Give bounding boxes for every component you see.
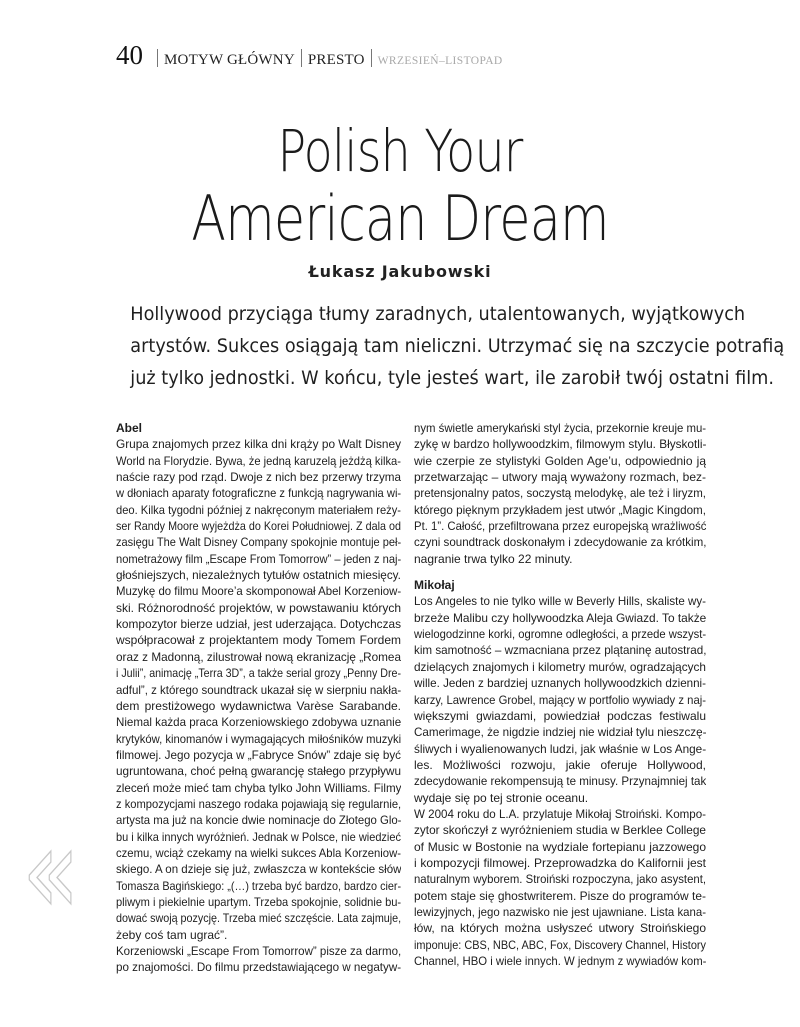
- right-column: [414, 420, 706, 969]
- body-text-line: deo. Kilka tygodni później z nakręconym materiałem reży-: [116, 502, 401, 517]
- body-text-line: dem prestiżowego wydawnictwa Varèse Sarabande.: [116, 698, 401, 713]
- body-text-line: nagranie trwa tylko 22 minuty.: [414, 551, 573, 566]
- header-divider: [157, 49, 158, 67]
- body-text-line: którego pięknym przykładem jest utwór „Magic Kingdom,: [414, 502, 706, 517]
- body-text-line: współpracował z projektantem mody Tomem Fordem: [116, 633, 401, 648]
- body-text-line: imponuje: CBS, NBC, ABC, Fox, Discovery Channel, History: [414, 937, 706, 952]
- body-text-line: Los Angeles to nie tylko wille w Beverly Hills, skaliste wy-: [414, 594, 706, 609]
- body-text-line: zytor skończył z wyróżnieniem studia w Berklee College: [414, 823, 706, 838]
- section-heading: Mikołaj: [414, 578, 455, 593]
- body-text-line: dować swoją pozycję. Trzeba mieć szczęście. Lata zajmuje,: [116, 911, 401, 926]
- header-divider: [301, 49, 302, 67]
- body-text-line: naście razy pod rząd. Dwoje z nich bez przerwy trzyma: [116, 470, 401, 485]
- section-name: MOTYW GŁÓWNY: [164, 52, 295, 68]
- lead-line: artystów. Sukces osiągają tam nieliczni. Utrzymać się na szczycie potrafią: [130, 335, 785, 357]
- page-number: 40: [116, 40, 143, 70]
- body-text-line: w dłoniach aparaty fotograficzne z funkcją nagrywania wi-: [116, 486, 401, 501]
- body-text-line: krytyków, kinomanów i wymagających miłośników muzyki: [116, 731, 401, 746]
- body-text-line: kim samotność – wzmacniana przez plątaninę autostrad,: [414, 643, 706, 658]
- body-text-line: Grupa znajomych przez kilka dni krąży po Walt Disney: [116, 437, 401, 452]
- article-lead: [130, 298, 785, 394]
- body-text-line: Muzykę do filmu Moore’a skomponował Abel Korzeniow-: [116, 584, 401, 599]
- body-text-line: zdecydowanie rekompensują te minusy. Przynajmniej tak: [414, 774, 706, 789]
- quote-mark-decoration: «: [22, 802, 80, 940]
- body-text-line: wille. Jeden z bardziej uznanych hollywoodzkich dzienni-: [414, 676, 706, 691]
- body-text-line: z kompozycjami naszego rodaka pojawiają się regularnie,: [116, 796, 401, 811]
- body-text-line: żeby coś tam ugrać”.: [116, 927, 228, 942]
- body-text-line: wielogodzinne korki, ogromne odległości, a przede wszyst-: [414, 627, 706, 642]
- body-text-line: bu i kilka innych wyróżnień. Jednak w Polsce, nie wiedzieć: [116, 829, 401, 844]
- body-text-line: śliwych i wyalienowanych ludzi, jak właśnie w Los Ange-: [414, 741, 706, 756]
- lead-line: już tylko jednostki. W końcu, tyle jesteś wart, ile zarobił twój ostatni film.: [130, 367, 774, 389]
- body-text-line: głośniejszych, niezależnych tytułów ostatnich miesięcy.: [116, 568, 401, 583]
- body-text-line: większymi gwiazdami, powiedział podczas festiwalu: [414, 708, 706, 723]
- body-text-line: zasięgu The Walt Disney Company spokojnie montuje peł-: [116, 535, 401, 550]
- section-heading: Abel: [116, 421, 143, 435]
- body-text-line: kompozytor bierze udział, jest uderzająca. Dotychczas: [116, 617, 401, 632]
- body-text-line: filmowej. Jego pozycja w „Fabryce Snów” zdaje się być: [116, 747, 401, 762]
- article-title: [72, 118, 728, 254]
- body-text-line: skiego. A on dzieje się już, zwłaszcza w kontekście słów: [116, 862, 401, 877]
- body-text-line: czemu, wciąż czekamy na wielki sukces Abla Korzeniow-: [116, 845, 401, 860]
- body-text-line: czyni soundtrack doskonałym i zdecydowanie za krótkim,: [414, 535, 706, 550]
- body-text-line: zykę w bardzo hollywoodzkim, filmowym stylu. Błyskotli-: [414, 437, 706, 452]
- body-text-line: ugruntowana, choć pełną gwarancję stałego przypływu: [116, 764, 401, 779]
- body-text-line: Camerimage, że nigdzie indziej nie widział tylu nieszczę-: [414, 725, 706, 740]
- body-text-line: wie czerpie ze stylistyki Golden Age’u, odpowiednio ją: [414, 453, 706, 468]
- magazine-name: PRESTO: [307, 52, 365, 68]
- body-text-line: nym świetle amerykański styl życia, przekornie kreuje mu-: [414, 421, 706, 435]
- body-text-line: Niemal każda praca Korzeniowskiego zdobywa uznanie: [116, 715, 401, 730]
- body-text-line: po znajomości. Do filmu przedstawiającego w negatyw-: [116, 960, 401, 975]
- body-text-line: Pt. 1”. Całość, przefiltrowana przez europejską wrażliwość: [414, 519, 706, 534]
- page-header: [116, 40, 503, 71]
- body-text-line: i Julii”, animację „Terra 3D”, a także serial grozy „Penny Dre-: [116, 666, 401, 681]
- body-text-line: artysta ma już na koncie dwie nominacje do Złotego Glo-: [116, 813, 401, 828]
- body-text-line: i kompozycji filmowej. Przeprowadzka do Kalifornii jest: [414, 855, 706, 870]
- body-text-line: World na Florydzie. Bywa, że jedną karuzelą jeżdżą kilka-: [116, 453, 401, 468]
- left-column: [116, 420, 401, 976]
- body-text-line: brzeże Malibu czy hollywoodzka Aleja Gwiazd. To także: [414, 610, 706, 625]
- body-text-line: łów, na których można usłyszeć utwory Stroińskiego: [414, 921, 706, 936]
- article-author: Łukasz Jakubowski: [308, 262, 492, 281]
- body-text-line: zleceń może mieć tam chyba tylko John Williams. Filmy: [116, 780, 401, 795]
- body-text-line: les. Możliwości rozwoju, jakie oferuje Hollywood,: [414, 757, 706, 772]
- title-line-2: American Dream: [191, 182, 609, 255]
- body-text-line: przetwarzając – utwory mają wyważony rozmach, bez-: [414, 470, 706, 485]
- body-text-line: Tomasza Bagińskiego: „(…) trzeba być bardzo, bardzo cier-: [116, 878, 401, 893]
- body-text-line: nometrażowy film „Escape From Tomorrow” – jeden z naj-: [116, 551, 401, 566]
- body-text-line: Korzeniowski „Escape From Tomorrow” pisze za darmo,: [116, 944, 401, 958]
- body-text-line: karzy, Lawrence Grobel, mający w portfolio wywiady z naj-: [414, 692, 706, 707]
- body-text-line: wydaje się po tej stronie oceanu.: [414, 790, 589, 805]
- lead-line: Hollywood przyciąga tłumy zaradnych, utalentowanych, wyjątkowych: [130, 303, 746, 325]
- body-text-line: adful”, z którego soundtrack ukazał się w sierpniu nakła-: [116, 682, 401, 697]
- body-text-line: W 2004 roku do L.A. przylatuje Mikołaj Stroiński. Kompo-: [414, 806, 706, 821]
- body-text-line: of Music w Bostonie na wydziale fortepianu jazzowego: [414, 839, 706, 854]
- body-text-line: dzielących znajomych i kilometry murów, ogradzających: [414, 659, 706, 674]
- issue-date: WRZESIEŃ–LISTOPAD: [377, 55, 503, 67]
- body-text-line: pretensjonalny patos, soczystą melodykę, ale też i liryzm,: [414, 486, 706, 501]
- paragraph-gap: [414, 567, 706, 577]
- body-text-line: lewizyjnych, jego nazwisko nie jest ujawniane. Lista kana-: [414, 904, 706, 919]
- body-text-line: oraz z Madonną, zilustrował nową ekranizację „Romea: [116, 649, 401, 664]
- body-text-line: ski. Różnorodność projektów, w powstawaniu których: [116, 600, 401, 615]
- body-text-line: ser Randy Moore wyjeżdża do Korei Południowej. Z dala od: [116, 519, 401, 534]
- title-line-1: Polish Your: [277, 117, 523, 185]
- body-text-line: potem staje się ghostwriterem. Pisze do programów te-: [414, 888, 706, 903]
- body-text-line: Channel, HBO i wiele innych. W jednym z wywiadów kom-: [414, 954, 706, 968]
- header-divider: [371, 49, 372, 67]
- body-text-line: naturalnym wyborem. Stroiński rozpoczyna, jako asystent,: [414, 872, 706, 887]
- body-text-line: pliwym i piekielnie upartym. Trzeba spokojnie, solidnie bu-: [116, 894, 401, 909]
